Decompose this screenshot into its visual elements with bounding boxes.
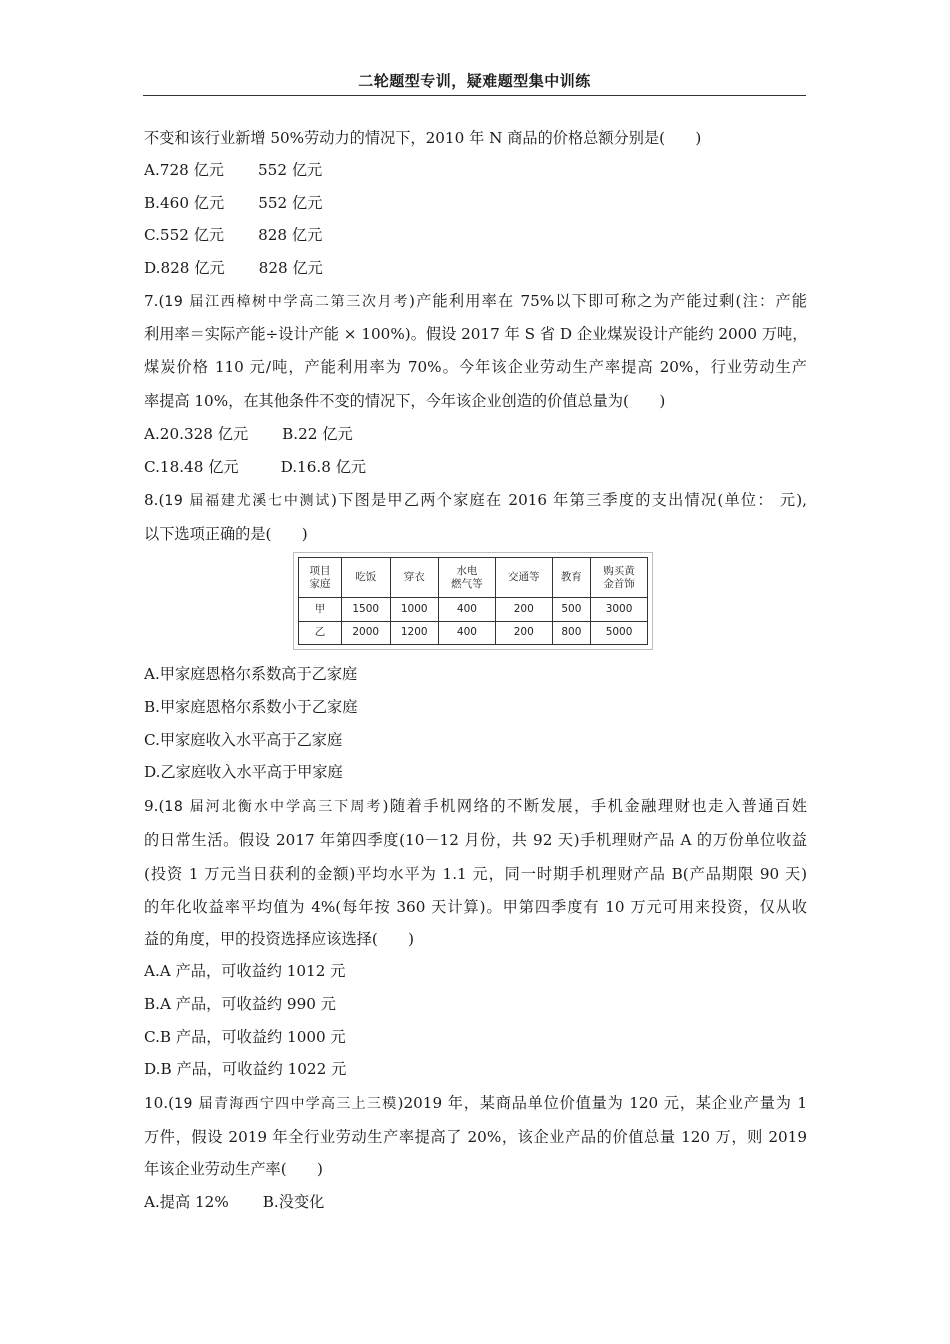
q8-option-b: B.甲家庭恩格尔系数小于乙家庭 xyxy=(144,698,358,716)
q10-option-a: A.提高 12% xyxy=(144,1193,229,1211)
q7-number: 7.( xyxy=(144,292,165,310)
q7-options-row-1 xyxy=(144,424,353,444)
q8-stem-line-1: 8.(19 届福建尤溪七中测试)下图是甲乙两个家庭在 2016 年第三季度的支出情况(单位： 元), xyxy=(144,491,807,509)
q9-stem-line-5: 益的角度，甲的投资选择应该选择( ) xyxy=(144,930,415,948)
q9-option-b: B.A 产品，可收益约 990 元 xyxy=(144,995,336,1013)
q9-stem-line-1: 9.(18 届河北衡水中学高三下周考)随着手机网络的不断发展，手机金融理财也走入普通百姓 xyxy=(144,797,807,815)
q8-stem-line-2: 以下选项正确的是( ) xyxy=(144,525,308,543)
q10-number: 10.( xyxy=(144,1094,175,1112)
q7-stem-line-4: 率提高 10%，在其他条件不变的情况下，今年该企业创造的价值总量为( ) xyxy=(144,392,666,410)
q8-option-a: A.甲家庭恩格尔系数高于乙家庭 xyxy=(144,665,358,683)
table-cell: 1200 xyxy=(390,621,439,644)
q7-option-a: A.20.328 亿元 xyxy=(144,425,249,443)
option-value: 828 亿元 xyxy=(258,226,323,244)
table-row xyxy=(299,598,648,621)
table-column-header: 教育 xyxy=(552,558,590,598)
q7-stem-line-1: 7.(19 届江西樟树中学高二第三次月考)产能利用率在 75%以下即可称之为产能过剩(注：产能 xyxy=(144,292,807,310)
option-label: D.828 亿元 xyxy=(144,259,225,277)
q6-option-d xyxy=(144,258,323,278)
table-cell: 2000 xyxy=(342,621,391,644)
option-value: 552 亿元 xyxy=(258,161,323,179)
q10-stem-line-1: 10.(19 届青海西宁四中学高三上三模)2019 年，某商品单位价值量为 120 元，某企业产量为 1 xyxy=(144,1094,808,1112)
table-cell: 200 xyxy=(495,598,552,621)
q10-stem-line-2: 万件，假设 2019 年全行业劳动生产率提高了 20%，该企业产品的价值总量 120 万，则 2019 xyxy=(144,1128,807,1146)
page-header-title: 二轮题型专训，疑难题型集中训练 xyxy=(358,72,591,90)
q8-number: 8.( xyxy=(144,491,165,509)
expense-table-figure xyxy=(293,552,653,650)
q6-option-c xyxy=(144,225,322,245)
option-label: B.460 亿元 xyxy=(144,194,225,212)
q10-options-row xyxy=(144,1192,324,1212)
q9-number: 9.( xyxy=(144,797,165,815)
table-row xyxy=(299,621,648,644)
q9-stem-line-4: 的年化收益率平均值为 4%(每年按 360 天计算)。甲第四季度有 10 万元可用来投资，仅从收 xyxy=(144,898,807,916)
option-label: C.552 亿元 xyxy=(144,226,225,244)
q7-stem-line-3: 煤炭价格 110 元/吨，产能利用率为 70%。今年该企业劳动生产率提高 20%，行业劳动生产 xyxy=(144,358,807,376)
header-divider xyxy=(143,95,806,96)
q9-stem-line-3: (投资 1 万元当日获利的金额)平均水平为 1.1 元，同一时期手机理财产品 B(产品期限 90 天) xyxy=(144,865,807,883)
q6-stem: 不变和该行业新增 50%劳动力的情况下，2010 年 N 商品的价格总额分别是( ) xyxy=(144,129,702,147)
table-cell: 500 xyxy=(552,598,590,621)
q9-option-d: D.B 产品，可收益约 1022 元 xyxy=(144,1060,347,1078)
option-value: 552 亿元 xyxy=(258,194,323,212)
table-cell: 400 xyxy=(439,621,496,644)
table-column-header: 交通等 xyxy=(495,558,552,598)
table-row-family: 甲 xyxy=(299,598,342,621)
option-value: 828 亿元 xyxy=(258,259,323,277)
q7-option-d: D.16.8 亿元 xyxy=(280,458,367,476)
table-cell: 1500 xyxy=(342,598,391,621)
q10-option-b: B.没变化 xyxy=(262,1193,325,1211)
q6-option-a xyxy=(144,160,322,180)
q10-stem-line-3: 年该企业劳动生产率( ) xyxy=(144,1160,323,1178)
table-cell: 400 xyxy=(439,598,496,621)
table-column-header: 穿衣 xyxy=(390,558,439,598)
table-column-header: 吃饭 xyxy=(342,558,391,598)
q9-option-c: C.B 产品，可收益约 1000 元 xyxy=(144,1028,346,1046)
table-corner-cell: 项目 家庭 xyxy=(299,558,342,598)
q8-option-c: C.甲家庭收入水平高于乙家庭 xyxy=(144,731,343,749)
option-label: A.728 亿元 xyxy=(144,161,224,179)
table-column-header: 水电 燃气等 xyxy=(439,558,496,598)
table-cell: 800 xyxy=(552,621,590,644)
q9-source: 18 届河北衡水中学高三下周考 xyxy=(164,799,383,815)
q6-option-b xyxy=(144,193,322,213)
expense-table xyxy=(298,557,648,645)
table-cell: 3000 xyxy=(591,598,648,621)
table-column-header: 购买黄 金首饰 xyxy=(591,558,648,598)
table-cell: 200 xyxy=(495,621,552,644)
q7-source: 19 届江西樟树中学高二第三次月考 xyxy=(164,294,410,310)
q8-option-d: D.乙家庭收入水平高于甲家庭 xyxy=(144,763,343,781)
table-cell: 1000 xyxy=(390,598,439,621)
table-cell: 5000 xyxy=(591,621,648,644)
table-row-family: 乙 xyxy=(299,621,342,644)
table-header-row xyxy=(299,558,648,598)
q10-source: 19 届青海西宁四中学高三上三模 xyxy=(174,1096,398,1112)
q9-stem-line-2: 的日常生活。假设 2017 年第四季度(10－12 月份，共 92 天)手机理财产品 A 的万份单位收益 xyxy=(144,831,807,849)
q9-option-a: A.A 产品，可收益约 1012 元 xyxy=(144,962,346,980)
q7-option-b: B.22 亿元 xyxy=(282,425,353,443)
q8-source: 19 届福建尤溪七中测试 xyxy=(164,493,332,509)
q7-options-row-2 xyxy=(144,457,366,477)
q7-stem-line-2: 利用率＝实际产能÷设计产能 × 100%)。假设 2017 年 S 省 D 企业煤炭设计产能约 2000 万吨， xyxy=(144,325,808,343)
q7-option-c: C.18.48 亿元 xyxy=(144,458,239,476)
